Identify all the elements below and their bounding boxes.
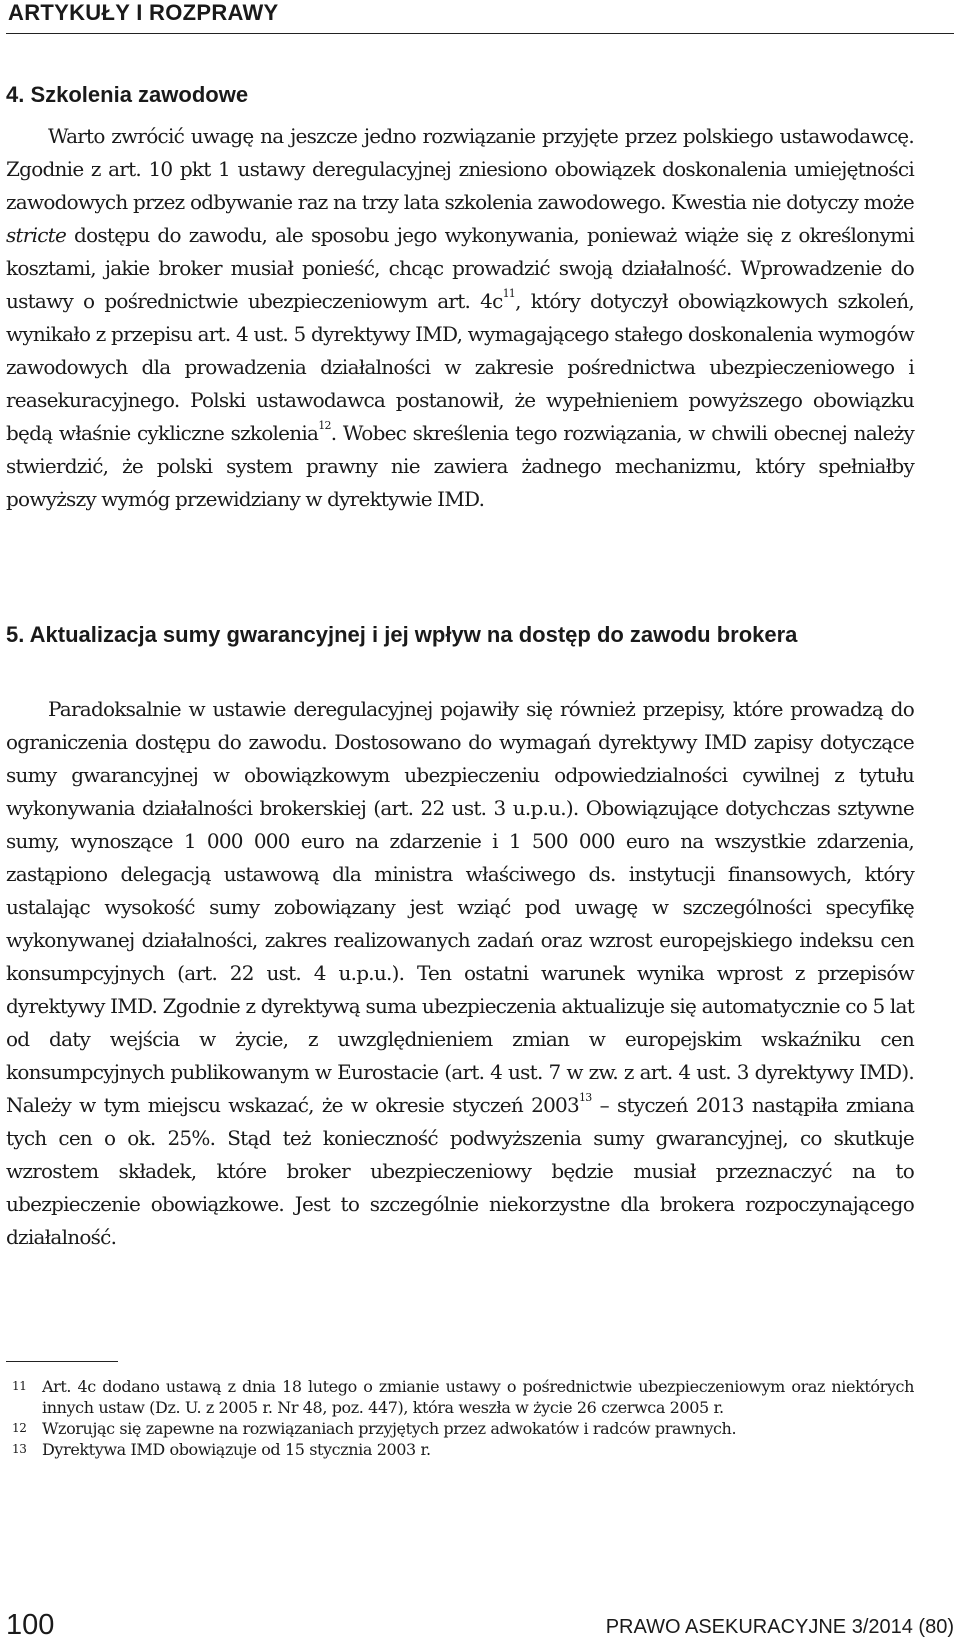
footnote-text: Wzorując się zapewne na rozwiązaniach przyjętych przez adwokatów i radców prawnych.	[42, 1419, 737, 1438]
footnote-text: Dyrektywa IMD obowiązuje od 15 stycznia 2003 r.	[42, 1440, 431, 1459]
section-4-heading: 4. Szkolenia zawodowe	[6, 82, 249, 107]
section-5-paragraph: Paradoksalnie w ustawie deregulacyjnej pojawiły się również przepisy, które prowadzą do ograniczenia dostępu do zawodu. Dostosowano do wymagań dyrektywy IMD zapisy dotyczące sumy gwarancyjnej w obowiązkowym ubezpieczeniu odpowiedzialności cywilnej z tytułu wykonywania działalności brokerskiej (art. 22 ust. 3 u.p.u.). Obowiązujące dotychczas sztywne sumy, wynoszące 1 000 000 euro na zdarzenie i 1 500 000 euro na wszystkie zdarzenia, zastąpiono delegacją ustawową dla ministra właściwego ds. instytucji finansowych, który ustalając wysokość sumy zobowiązany jest wziąć pod uwagę w szczególności specyfikę wykonywanej działalności, zakres realizowanych zadań oraz wzrost europejskiego indeksu cen konsumpcyjnych (art. 22 ust. 4 u.p.u.). Ten ostatni warunek wynika wprost z przepisów dyrektywy IMD. Zgodnie z dyrektywą suma ubezpieczenia aktualizuje się automatycznie co 5 lat od daty wejścia w życie, z uwzględnieniem zmian w europejskim wskaźniku cen konsumpcyjnych publikowanym w Eurostacie (art. 4 ust. 7 w zw. z art. 4 ust. 3 dyrektywy IMD). Należy w tym miejscu wskazać, że w okresie styczeń 2003$^{13}$ – styczeń 2013 nastąpiła zmiana tych cen o ok. 25%. Stąd też konieczność podwyższenia sumy gwarancyjnej, co skutkuje wzrostem składek, które broker ubezpieczeniowy będzie musiał przeznaczyć na to ubezpieczenie obowiązkowe. Jest to szczególnie niekorzystne dla brokera rozpoczynającego działalność.	[6, 697, 914, 1249]
footnote-number: 13	[12, 1442, 27, 1456]
footnote-12	[6, 1418, 914, 1439]
section-5-heading: 5. Aktualizacja sumy gwarancyjnej i jej wpływ na dostęp do zawodu brokera	[6, 622, 798, 647]
footnote-text: Art. 4c dodano ustawą z dnia 18 lutego o zmianie ustawy o pośrednictwie ubezpieczeniowym oraz niektórych innych ustaw (Dz. U. z 2005 r. Nr 48, poz. 447), która weszła w życie 26 czerwca 2005 r.	[42, 1377, 914, 1417]
footnote-ref-13[interactable]: 13	[579, 1091, 592, 1105]
section-4-body	[6, 120, 914, 516]
footnote-ref-11[interactable]: 11	[502, 287, 516, 301]
footnote-number: 12	[12, 1421, 27, 1435]
header-rule	[6, 33, 954, 34]
footnotes	[6, 1376, 914, 1460]
footnote-13	[6, 1439, 914, 1460]
section-4-paragraph: Warto zwrócić uwagę na jeszcze jedno rozwiązanie przyjęte przez polskiego ustawodawcę. Zgodnie z art. 10 pkt 1 ustawy deregulacyjnej zniesiono obowiązek doskonalenia umiejętności zawodowych przez odbywanie raz na trzy lata szkolenia zawodowego. Kwestia nie dotyczy może stricte dostępu do zawodu, ale sposobu jego wykonywania, ponieważ wiąże się z określonymi kosztami, jakie broker musiał ponieść, chcąc prowadzić swoją działalność. Wprowadzenie do ustawy o pośrednictwie ubezpieczeniowym art. $4c^{11}$, który dotyczył obowiązkowych szkoleń, wynikało z przepisu art. 4 ust. 5 dyrektywy IMD, wymagającego stałego doskonalenia wymogów zawodowych dla prowadzenia działalności w zakresie pośrednictwa ubezpieczeniowego i reasekuracyjnego. Polski ustawodawca postanowił, że wypełnieniem powyższego obowiązku będą właśnie cykliczne szkolenia$^{12}$. Wobec skreślenia tego rozwiązania, w chwili obecnej należy stwierdzić, że polski system prawny nie zawiera żadnego mechanizmu, który spełniałby powyższy wymóg przewidziany w dyrektywie IMD.	[6, 124, 914, 511]
running-header: ARTYKUŁY I ROZPRAWY	[8, 0, 279, 25]
section-5-body	[6, 693, 914, 1254]
footnote-rule	[6, 1361, 118, 1362]
journal-info: PRAWO ASEKURACYJNE 3/2014 (80)	[605, 1616, 954, 1638]
page-footer	[0, 1608, 960, 1642]
page-number: 100	[6, 1609, 55, 1641]
footnote-ref-12[interactable]: 12	[318, 419, 331, 433]
footnote-number: 11	[12, 1379, 27, 1393]
footnote-11	[6, 1376, 914, 1418]
